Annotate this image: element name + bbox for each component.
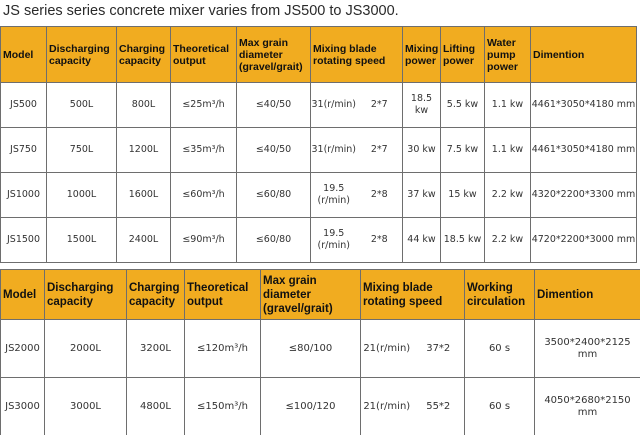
header-mixing-power: Mixing power: [403, 27, 441, 83]
cell-lifting-power: 15 kw: [441, 173, 485, 218]
cell-blades: 37*2: [426, 342, 451, 354]
cell-grain: ≤60/80: [237, 173, 311, 218]
cell-model: JS750: [1, 128, 47, 173]
cell-circulation: 60 s: [465, 320, 535, 378]
table-header-row: [1, 27, 637, 83]
cell-pump-power: 1.1 kw: [485, 83, 531, 128]
header-theoretical-output: Theoretical output: [185, 270, 261, 320]
table-row: [1, 218, 637, 263]
cell-charging: 2400L: [117, 218, 171, 263]
header-working-circulation: Working circulation: [465, 270, 535, 320]
cell-output: ≤120m³/h: [185, 320, 261, 378]
cell-pump-power: 2.2 kw: [485, 218, 531, 263]
cell-charging: 1600L: [117, 173, 171, 218]
header-max-grain-diameter: Max grain diameter (gravel/grait): [237, 27, 311, 83]
header-discharging-capacity: Discharging capacity: [45, 270, 127, 320]
cell-discharging: 500L: [47, 83, 117, 128]
cell-dimension: 3500*2400*2125 mm: [535, 320, 640, 378]
cell-dimension: 4050*2680*2150 mm: [535, 378, 640, 435]
table-header-row: [1, 270, 640, 320]
cell-output: ≤25m³/h: [171, 83, 237, 128]
cell-speed-group: [311, 173, 403, 218]
table-row: [1, 378, 640, 435]
header-model: Model: [1, 27, 47, 83]
cell-circulation: 60 s: [465, 378, 535, 435]
cell-blades: 2*8: [370, 234, 388, 245]
cell-dimension: 4461*3050*4180 mm: [531, 128, 637, 173]
cell-model: JS3000: [1, 378, 45, 435]
cell-model: JS1000: [1, 173, 47, 218]
cell-speed-group: [361, 320, 465, 378]
header-mixing-blade-speed: Mixing blade rotating speed: [361, 270, 465, 320]
cell-blades: 55*2: [426, 400, 451, 412]
cell-output: ≤35m³/h: [171, 128, 237, 173]
header-max-grain-diameter: Max grain diameter (gravel/grait): [261, 270, 361, 320]
cell-charging: 800L: [117, 83, 171, 128]
header-charging-capacity: Charging capacity: [127, 270, 185, 320]
cell-dimension: 4461*3050*4180 mm: [531, 83, 637, 128]
cell-speed: 19.5 (r/min): [317, 183, 350, 206]
cell-speed-group: [311, 218, 403, 263]
table-row: [1, 173, 637, 218]
cell-pump-power: 2.2 kw: [485, 173, 531, 218]
cell-model: JS1500: [1, 218, 47, 263]
cell-charging: 4800L: [127, 378, 185, 435]
table-row: [1, 128, 637, 173]
header-mixing-blade-speed: Mixing blade rotating speed: [311, 27, 403, 83]
cell-speed-group: [361, 378, 465, 435]
cell-discharging: 3000L: [45, 378, 127, 435]
cell-blades: 2*7: [370, 144, 388, 155]
cell-discharging: 2000L: [45, 320, 127, 378]
cell-speed: 19.5 (r/min): [317, 228, 350, 251]
cell-discharging: 750L: [47, 128, 117, 173]
cell-speed-group: [311, 83, 403, 128]
header-model: Model: [1, 270, 45, 320]
cell-model: JS500: [1, 83, 47, 128]
cell-grain: ≤100/120: [261, 378, 361, 435]
cell-grain: ≤40/50: [237, 83, 311, 128]
cell-blades: 2*8: [370, 189, 388, 200]
cell-output: ≤60m³/h: [171, 173, 237, 218]
cell-charging: 3200L: [127, 320, 185, 378]
cell-speed: 31(r/min): [311, 144, 357, 155]
cell-discharging: 1000L: [47, 173, 117, 218]
cell-mixing-power: 44 kw: [403, 218, 441, 263]
cell-pump-power: 1.1 kw: [485, 128, 531, 173]
cell-grain: ≤40/50: [237, 128, 311, 173]
header-lifting-power: Lifting power: [441, 27, 485, 83]
header-charging-capacity: Charging capacity: [117, 27, 171, 83]
cell-blades: 2*7: [370, 99, 388, 110]
header-water-pump-power: Water pump power: [485, 27, 531, 83]
specs-table-js500-js1500: [0, 26, 637, 263]
cell-speed: 31(r/min): [311, 99, 357, 110]
cell-lifting-power: 7.5 kw: [441, 128, 485, 173]
cell-output: ≤150m³/h: [185, 378, 261, 435]
page-title: JS series series concrete mixer varies from JS500 to JS3000.: [3, 3, 399, 19]
cell-charging: 1200L: [117, 128, 171, 173]
header-dimension: Dimention: [531, 27, 637, 83]
cell-lifting-power: 5.5 kw: [441, 83, 485, 128]
header-theoretical-output: Theoretical output: [171, 27, 237, 83]
cell-speed: 21(r/min): [363, 400, 411, 412]
cell-mixing-power: 30 kw: [403, 128, 441, 173]
cell-discharging: 1500L: [47, 218, 117, 263]
cell-model: JS2000: [1, 320, 45, 378]
cell-dimension: 4320*2200*3300 mm: [531, 173, 637, 218]
cell-mixing-power: 37 kw: [403, 173, 441, 218]
table-row: [1, 320, 640, 378]
cell-mixing-power: 18.5 kw: [403, 83, 441, 128]
header-dimension: Dimention: [535, 270, 640, 320]
header-discharging-capacity: Discharging capacity: [47, 27, 117, 83]
cell-grain: ≤80/100: [261, 320, 361, 378]
cell-speed: 21(r/min): [363, 342, 411, 354]
cell-output: ≤90m³/h: [171, 218, 237, 263]
cell-dimension: 4720*2200*3000 mm: [531, 218, 637, 263]
cell-grain: ≤60/80: [237, 218, 311, 263]
cell-lifting-power: 18.5 kw: [441, 218, 485, 263]
table-row: [1, 83, 637, 128]
cell-speed-group: [311, 128, 403, 173]
specs-table-js2000-js3000: [0, 269, 640, 435]
